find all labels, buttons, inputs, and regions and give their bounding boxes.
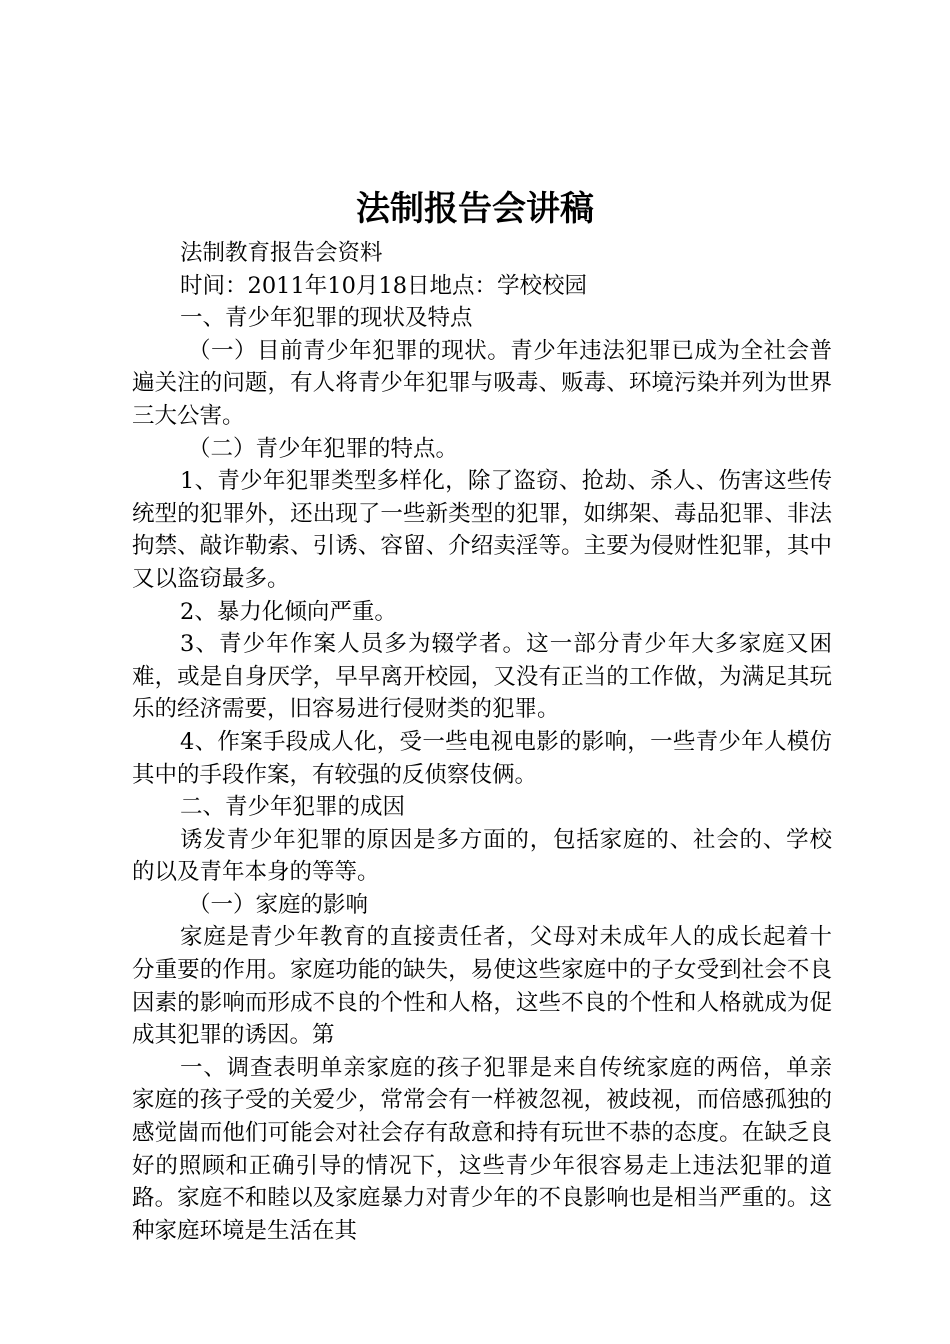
document-body [132, 237, 832, 1247]
document-title: 法制报告会讲稿 [356, 189, 594, 229]
heading-characteristics: （二）青少年犯罪的特点。 [188, 435, 459, 462]
paragraph-point-4: 4、作案手段成人化，受一些电视电影的影响，一些青少年人模仿其中的手段作案，有较强的反侦察伎俩。 [132, 728, 832, 788]
paragraph-point-1: 1、青少年犯罪类型多样化，除了盗窃、抢劫、杀人、伤害这些传统型的犯罪外，还出现了一些新类型的犯罪，如绑架、毒品犯罪、非法拘禁、敲诈勒索、引诱、容留、介绍卖淫等。主要为侵财性犯罪，其中又以盗窃最多。 [132, 468, 832, 592]
paragraph-current-status: （一）目前青少年犯罪的现状。青少年违法犯罪已成为全社会普遍关注的问题，有人将青少年犯罪与吸毒、贩毒、环境污染并列为世界三大公害。 [132, 337, 832, 429]
heading-section-2: 二、青少年犯罪的成因 [180, 794, 406, 821]
paragraph-single-parent: 一、调查表明单亲家庭的孩子犯罪是来自传统家庭的两倍，单亲家庭的孩子受的关爱少，常常会有一样被忽视，被歧视，而倍感孤独的感觉崮而他们可能会对社会存有敌意和持有玩世不恭的态度。在缺乏良好的照顾和正确引导的情况下，这些青少年很容易走上违法犯罪的道路。家庭不和睦以及家庭暴力对青少年的不良影响也是相当严重的。这种家庭环境是生活在其 [132, 1054, 832, 1244]
heading-section-1: 一、青少年犯罪的现状及特点 [180, 305, 473, 332]
paragraph-causes-intro: 诱发青少年犯罪的原因是多方面的，包括家庭的、社会的、学校的以及青年本身的等等。 [132, 826, 832, 886]
paragraph-family-role: 家庭是青少年教育的直接责任者，父母对未成年人的成长起着十分重要的作用。家庭功能的缺失，易使这些家庭中的子女受到社会不良因素的影响而形成不良的个性和人格，这些不良的个性和人格就成为促成其犯罪的诱因。第 [132, 924, 832, 1049]
paragraph-time-place: 时间：2011年10月18日地点：学校校园 [180, 272, 588, 299]
paragraph-subtitle: 法制教育报告会资料 [180, 240, 383, 266]
paragraph-point-3: 3、青少年作案人员多为辍学者。这一部分青少年大多家庭又困难，或是自身厌学，早早离开校园，又没有正当的工作做，为满足其玩乐的经济需要，旧容易进行侵财类的犯罪。 [132, 631, 832, 723]
heading-family-influence: （一）家庭的影响 [188, 891, 369, 918]
paragraph-point-2: 2、暴力化倾向严重。 [180, 598, 397, 625]
